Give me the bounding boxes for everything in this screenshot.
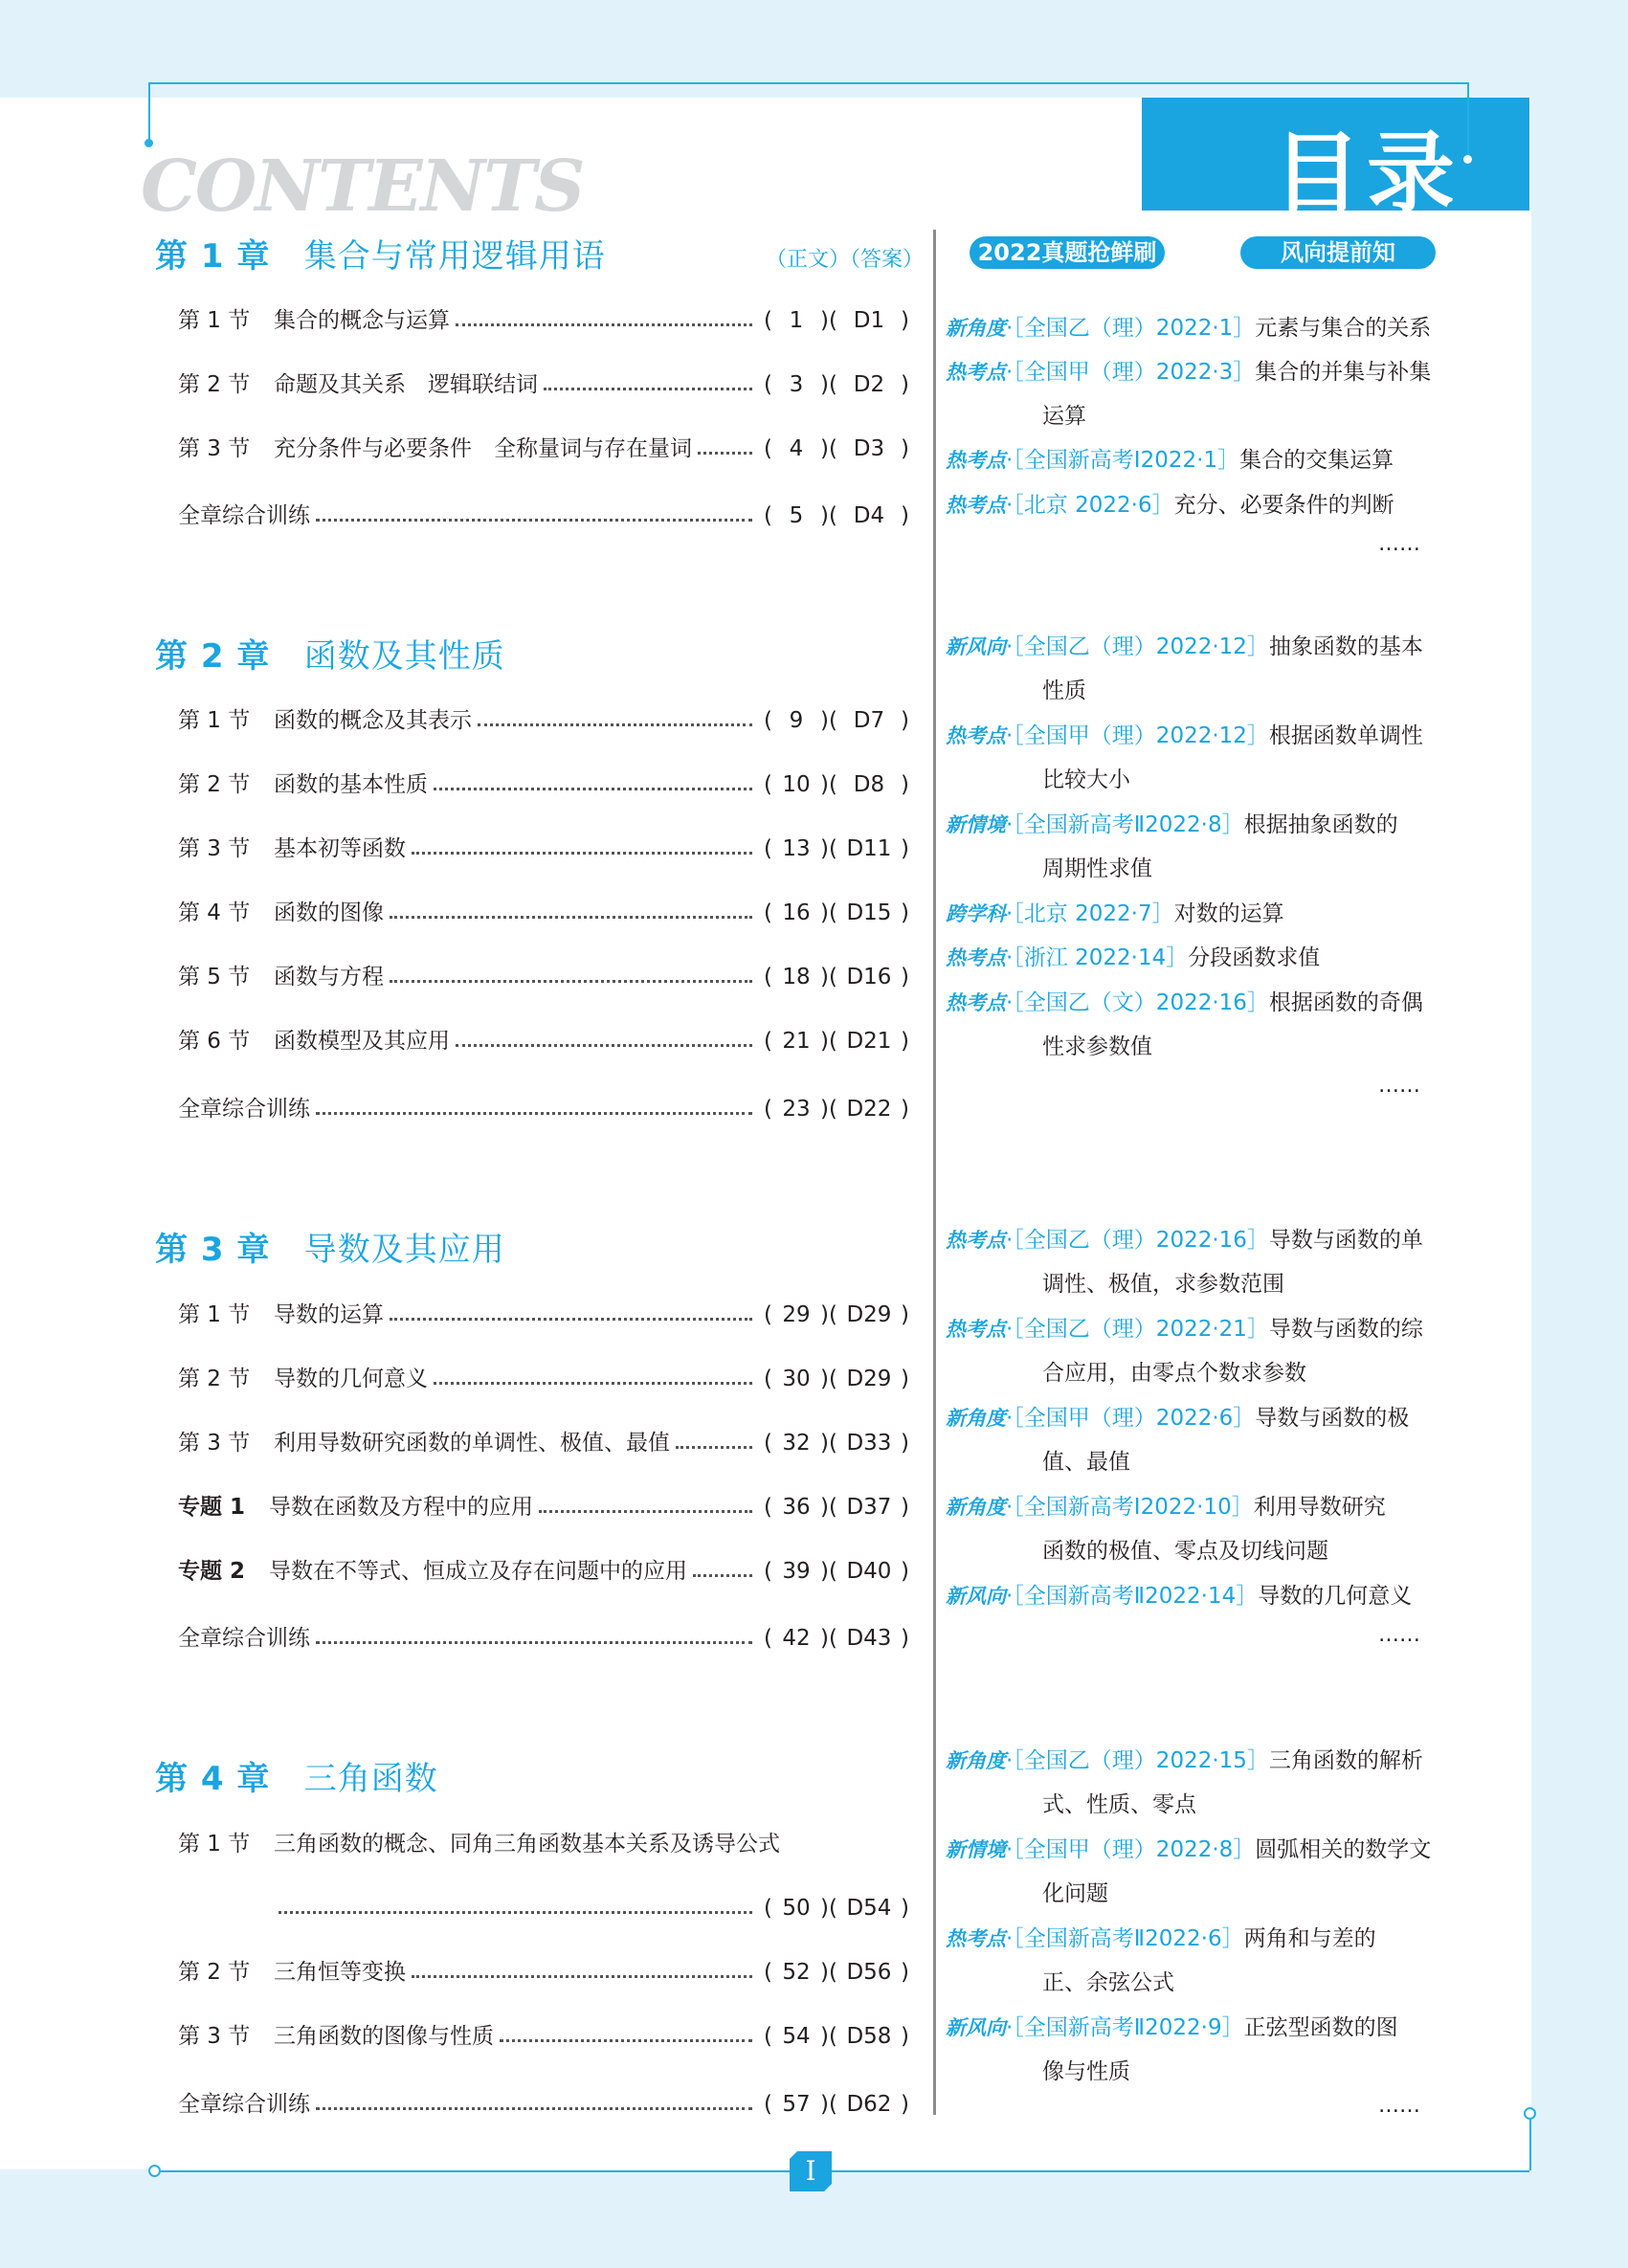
section-title: 三角函数的图像与性质 xyxy=(274,2024,494,2049)
section-title: 基本初等函数 xyxy=(274,836,406,861)
leader-dots xyxy=(316,519,752,522)
toc-row[interactable] xyxy=(178,1956,920,1989)
section-number: 第 5 节 xyxy=(178,965,251,989)
section-title: 全章综合训练 xyxy=(178,2092,310,2117)
hot-item[interactable]: 热考点·［全国甲（理）2022·3］集合的并集与补集 xyxy=(946,360,1432,385)
leader-dots xyxy=(316,1112,752,1115)
chapter-number: 第 4 章 xyxy=(155,1760,271,1798)
hot-item-continued: 式、性质、零点 xyxy=(1042,1792,1196,1817)
pill-real-questions: 2022真题抢鲜刷 xyxy=(970,236,1165,269)
leader-dots xyxy=(390,916,752,919)
page-ref: ( 54 )( D58 ) xyxy=(764,2024,909,2049)
page-ref: ( 32 )( D33 ) xyxy=(764,1431,909,1456)
toc-row[interactable] xyxy=(178,1828,920,1860)
topic-number: 专题 2 xyxy=(178,1559,246,1584)
chapter-title xyxy=(155,630,505,677)
leader-dots xyxy=(412,1975,752,1978)
decor-line-bottom-right xyxy=(1529,2113,1531,2170)
section-number: 第 2 节 xyxy=(178,1960,251,1985)
toc-row[interactable] xyxy=(178,704,920,737)
toc-row[interactable] xyxy=(178,1427,920,1459)
more-ellipsis: …… xyxy=(1378,1074,1420,1098)
section-title: 导数的运算 xyxy=(274,1302,384,1327)
toc-row[interactable] xyxy=(178,897,920,929)
hot-item[interactable]: 新风向·［全国新高考Ⅱ2022·9］正弦型函数的图 xyxy=(946,2015,1398,2040)
decor-line-right xyxy=(1467,82,1469,159)
section-title: 全章综合训练 xyxy=(178,1097,310,1122)
section-number: 第 2 节 xyxy=(178,372,251,397)
hot-item[interactable]: 热考点·［全国乙（理）2022·21］导数与函数的综 xyxy=(946,1317,1423,1342)
section-number: 第 1 节 xyxy=(178,708,251,733)
more-ellipsis: …… xyxy=(1378,1623,1420,1647)
hot-item-continued: 正、余弦公式 xyxy=(1042,1970,1174,1995)
section-title: 函数的基本性质 xyxy=(274,772,428,797)
chapter-title xyxy=(155,1223,505,1270)
hot-item-continued: 周期性求值 xyxy=(1042,856,1152,881)
decor-line-bottom xyxy=(158,2170,1529,2172)
hot-item[interactable]: 新情境·［全国新高考Ⅱ2022·8］根据抽象函数的 xyxy=(946,812,1398,837)
page-number: I xyxy=(805,2155,816,2187)
section-title: 全章综合训练 xyxy=(178,1626,310,1651)
hot-item[interactable]: 热考点·［全国新高考Ⅱ2022·6］两角和与差的 xyxy=(946,1926,1376,1951)
section-title: 三角函数的概念、同角三角函数基本关系及诱导公式 xyxy=(274,1832,780,1857)
leader-dots xyxy=(390,1318,752,1321)
decor-line-top xyxy=(148,82,1467,84)
hot-item[interactable]: 新风向·［全国新高考Ⅱ2022·14］导数的几何意义 xyxy=(946,1584,1413,1609)
section-number: 第 3 节 xyxy=(178,836,251,861)
section-title: 导数在函数及方程中的应用 xyxy=(269,1495,533,1520)
hot-item-continued: 调性、极值，求参数范围 xyxy=(1042,1272,1284,1297)
leader-dots xyxy=(434,1382,752,1385)
hot-item[interactable]: 热考点·［全国甲（理）2022·12］根据函数单调性 xyxy=(946,723,1423,748)
toc-row[interactable] xyxy=(178,1491,920,1523)
leader-dots xyxy=(316,2107,752,2110)
page-ref: ( 39 )( D40 ) xyxy=(764,1559,909,1584)
leader-dots xyxy=(279,1911,752,1914)
toc-row[interactable] xyxy=(178,1622,920,1655)
hot-item[interactable]: 新角度·［全国乙（理）2022·1］元素与集合的关系 xyxy=(946,316,1432,341)
section-number: 第 2 节 xyxy=(178,1367,251,1391)
leader-dots xyxy=(456,1044,752,1047)
page-ref: ( 30 )( D29 ) xyxy=(764,1367,909,1391)
column-header: （正文）（答案） xyxy=(766,248,925,272)
section-number: 第 3 节 xyxy=(178,1431,251,1456)
hot-item[interactable]: 新角度·［全国甲（理）2022·6］导数与函数的极 xyxy=(946,1406,1410,1431)
hot-item-continued: 化问题 xyxy=(1042,1881,1108,1906)
section-title: 函数的概念及其表示 xyxy=(274,708,472,733)
section-number: 第 1 节 xyxy=(178,1302,251,1327)
chapter-name: 三角函数 xyxy=(303,1760,438,1798)
section-title: 导数在不等式、恒成立及存在问题中的应用 xyxy=(269,1559,687,1584)
chapter-name: 导数及其应用 xyxy=(303,1231,505,1269)
page-title: 目录 xyxy=(1273,122,1461,225)
chapter-name: 函数及其性质 xyxy=(303,637,505,676)
section-title: 命题及其关系 逻辑联结词 xyxy=(274,372,538,397)
hot-item-continued: 比较大小 xyxy=(1042,767,1130,792)
leader-dots xyxy=(412,852,752,855)
hot-item[interactable]: 新角度·［全国新高考Ⅰ2022·10］利用导数研究 xyxy=(946,1495,1386,1520)
toc-row[interactable] xyxy=(178,961,920,993)
page-ref: ( 21 )( D21 ) xyxy=(764,1029,909,1054)
page-ref: ( 18 )( D16 ) xyxy=(764,965,909,989)
page-ref: ( 29 )( D29 ) xyxy=(764,1302,909,1327)
page-ref: ( 36 )( D37 ) xyxy=(764,1495,909,1520)
hot-item-continued: 值、最值 xyxy=(1042,1450,1130,1475)
section-title: 充分条件与必要条件 全称量词与存在量词 xyxy=(274,436,692,461)
hot-item-continued: 合应用，由零点个数求参数 xyxy=(1042,1361,1306,1386)
topic-number: 专题 1 xyxy=(178,1495,246,1520)
hot-item-continued: 运算 xyxy=(1042,404,1086,429)
page-ref: ( 1 )( D1 ) xyxy=(764,308,909,333)
toc-row[interactable] xyxy=(178,768,920,801)
hot-item-continued: 性求参数值 xyxy=(1042,1034,1152,1059)
more-ellipsis: …… xyxy=(1378,532,1420,556)
chapter-name: 集合与常用逻辑用语 xyxy=(303,237,606,276)
chapter-number: 第 1 章 xyxy=(155,237,271,276)
page-ref: ( 57 )( D62 ) xyxy=(764,2092,909,2117)
toc-row[interactable] xyxy=(178,500,920,532)
toc-row[interactable] xyxy=(178,304,920,337)
section-number: 第 3 节 xyxy=(178,2024,251,2049)
page-ref: ( 50 )( D54 ) xyxy=(764,1896,909,1921)
toc-row[interactable] xyxy=(178,2088,920,2121)
leader-dots xyxy=(676,1446,752,1449)
toc-row[interactable] xyxy=(178,1299,920,1331)
leader-dots xyxy=(544,388,752,390)
hot-item[interactable]: 新情境·［全国甲（理）2022·8］圆弧相关的数学文 xyxy=(946,1837,1432,1862)
contents-watermark: CONTENTS xyxy=(141,145,584,228)
section-title: 函数模型及其应用 xyxy=(274,1029,450,1054)
chapter-title xyxy=(155,230,606,277)
section-number: 第 1 节 xyxy=(178,1832,251,1857)
page-ref: ( 13 )( D11 ) xyxy=(764,836,909,861)
section-number: 第 4 节 xyxy=(178,901,251,925)
hot-item[interactable]: 新风向·［全国乙（理）2022·12］抽象函数的基本 xyxy=(946,634,1423,659)
decor-ring xyxy=(148,2165,161,2177)
toc-row[interactable] xyxy=(178,1363,920,1395)
section-title: 函数与方程 xyxy=(274,965,384,989)
toc-row[interactable] xyxy=(178,433,920,465)
section-title: 全章综合训练 xyxy=(178,503,310,528)
section-title: 集合的概念与运算 xyxy=(274,308,450,333)
more-ellipsis: …… xyxy=(1378,2094,1420,2118)
toc-row[interactable] xyxy=(178,368,920,401)
hot-item[interactable]: 热考点·［浙江 2022·14］分段函数求值 xyxy=(946,945,1321,970)
section-number: 第 2 节 xyxy=(178,772,251,797)
leader-dots xyxy=(693,1574,752,1577)
leader-dots xyxy=(478,723,752,726)
column-divider xyxy=(933,230,936,2115)
leader-dots xyxy=(698,452,752,455)
leader-dots xyxy=(434,788,752,790)
hot-item[interactable]: 热考点·［北京 2022·6］充分、必要条件的判断 xyxy=(946,493,1394,518)
decor-line-left xyxy=(148,82,150,144)
section-number: 第 3 节 xyxy=(178,436,251,461)
page-ref: ( 52 )( D56 ) xyxy=(764,1960,909,1985)
section-number: 第 1 节 xyxy=(178,308,251,333)
toc-row-continued[interactable] xyxy=(178,1892,920,1924)
decor-ring xyxy=(1524,2107,1536,2120)
page-ref: ( 10 )( D8 ) xyxy=(764,772,909,797)
section-title: 函数的图像 xyxy=(274,901,384,925)
page-ref: ( 16 )( D15 ) xyxy=(764,901,909,925)
section-title: 导数的几何意义 xyxy=(274,1367,428,1391)
decor-dot xyxy=(1463,155,1472,164)
hot-item-continued: 像与性质 xyxy=(1042,2059,1130,2084)
page-ref: ( 42 )( D43 ) xyxy=(764,1626,909,1651)
hot-item[interactable]: 热考点·［全国乙（理）2022·16］导数与函数的单 xyxy=(946,1228,1423,1253)
hot-item-continued: 函数的极值、零点及切线问题 xyxy=(1042,1539,1328,1564)
toc-row[interactable] xyxy=(178,833,920,865)
leader-dots xyxy=(316,1641,752,1644)
toc-row[interactable] xyxy=(178,1093,920,1125)
chapter-title xyxy=(155,1752,438,1799)
toc-row[interactable] xyxy=(178,1025,920,1057)
page-ref: ( 4 )( D3 ) xyxy=(764,436,909,461)
leader-dots xyxy=(390,980,752,983)
chapter-number: 第 3 章 xyxy=(155,1231,271,1269)
page-ref: ( 3 )( D2 ) xyxy=(764,372,909,397)
hot-item[interactable]: 跨学科·［北京 2022·7］对数的运算 xyxy=(946,901,1284,926)
toc-row[interactable] xyxy=(178,1555,920,1588)
section-title: 利用导数研究函数的单调性、极值、最值 xyxy=(274,1431,670,1456)
hot-item-continued: 性质 xyxy=(1042,678,1086,703)
leader-dots xyxy=(456,323,752,326)
pill-trend-preview: 风向提前知 xyxy=(1240,236,1436,269)
hot-item[interactable]: 新角度·［全国乙（理）2022·15］三角函数的解析 xyxy=(946,1748,1423,1773)
hot-item[interactable]: 热考点·［全国新高考Ⅰ2022·1］集合的交集运算 xyxy=(946,448,1394,473)
toc-row[interactable] xyxy=(178,2020,920,2053)
leader-dots xyxy=(500,2039,752,2042)
section-number: 第 6 节 xyxy=(178,1029,251,1054)
page-ref: ( 23 )( D22 ) xyxy=(764,1097,909,1122)
page-ref: ( 9 )( D7 ) xyxy=(764,708,909,733)
page-ref: ( 5 )( D4 ) xyxy=(764,503,909,528)
hot-item[interactable]: 热考点·［全国乙（文）2022·16］根据函数的奇偶 xyxy=(946,990,1423,1015)
chapter-number: 第 2 章 xyxy=(155,637,271,676)
section-title: 三角恒等变换 xyxy=(274,1960,406,1985)
leader-dots xyxy=(539,1510,752,1513)
